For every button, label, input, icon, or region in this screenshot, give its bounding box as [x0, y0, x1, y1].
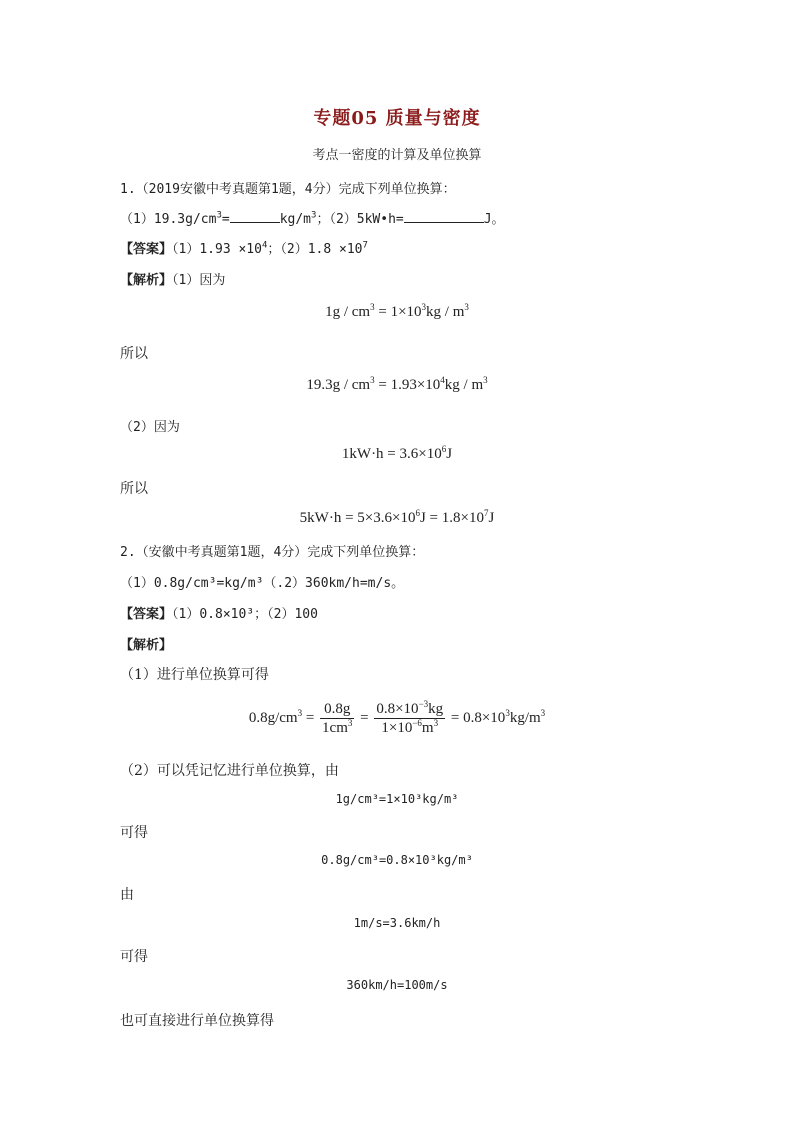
q2-step-1: （1）进行单位换算可得: [120, 667, 269, 683]
q2-equation-8: 360km/h=100m/s: [346, 978, 448, 992]
q1-equation-3: $1kW\cdot h = 3.6\times 10^6J$: [341, 444, 453, 462]
section-subtitle: 考点一密度的计算及单位换算: [312, 148, 482, 163]
q1-analysis-2: （2）因为: [120, 420, 180, 435]
q2-get-1: 可得: [120, 825, 148, 841]
q2-by: 由: [120, 887, 134, 903]
q1-equation-4: $5kW\cdot h = 5\times 3.6\times 10^6J = 1.8\times 10^7J$: [299, 508, 495, 526]
q2-fraction-equation: $0.8g/cm^3$ = $\frac{0.8g}{1cm^3}$ = $\frac{0.8\times 10^{-3}kg}{1\times 10^{-6}m^3}$ = $0.8\times 10^3kg/m^3$: [248, 699, 546, 736]
q2-analysis-label: 【解析】: [120, 638, 173, 653]
q2-stem: 2.（安徽中考真题第1题，4分）完成下列单位换算：: [120, 545, 425, 560]
q1-so-2: 所以: [120, 481, 148, 497]
q1-parts: $(1)19.3g/cm^3= kg/m^3$；（2）5kW•h= J。: [120, 210, 505, 227]
q2-equation-6: 0.8g/cm³=0.8×10³kg/m³: [321, 853, 473, 867]
q1-so-1: 所以: [120, 346, 148, 362]
fraction-2: $\frac{0.8\times 10^{-3}kg}{1\times 10^{-6}m^3}$: [376, 699, 444, 736]
page-title: 专题05 质量与密度: [313, 108, 481, 129]
q1-blank-2: [404, 210, 484, 223]
q2-equation-7: 1m/s=3.6km/h: [353, 916, 441, 930]
q1-equation-1: $1g / cm^3 = 1\times 10^3kg / m^3$: [325, 302, 469, 320]
q1-analysis-1: 【解析】（1）因为: [120, 273, 226, 288]
q2-equation-5: 1g/cm³=1×10³kg/m³: [335, 792, 459, 806]
q1-equation-2: $19.3g / cm^3 = 1.93\times 10^4kg / m^3$: [306, 375, 488, 393]
fraction-1: $\frac{0.8g}{1cm^3}$: [322, 701, 353, 736]
q1-blank-1: [230, 210, 280, 223]
q1-stem: 1.（2019安徽中考真题第1题，4分）完成下列单位换算：: [120, 182, 456, 197]
q1-answer: 【答案】$(1)1.93 \times 10^4$；$(2)1.8 \times 10^7$: [120, 240, 368, 257]
q2-step-2: （2）可以凭记忆进行单位换算，由: [120, 763, 339, 779]
q2-parts: （1）0.8g/cm³=kg/m³（.2）360km/h=m/s。: [120, 576, 405, 591]
q2-last-line: 也可直接进行单位换算得: [120, 1013, 274, 1029]
q2-get-2: 可得: [120, 949, 148, 965]
q2-answer: 【答案】（1）0.8×10³；（2）100: [120, 607, 318, 622]
